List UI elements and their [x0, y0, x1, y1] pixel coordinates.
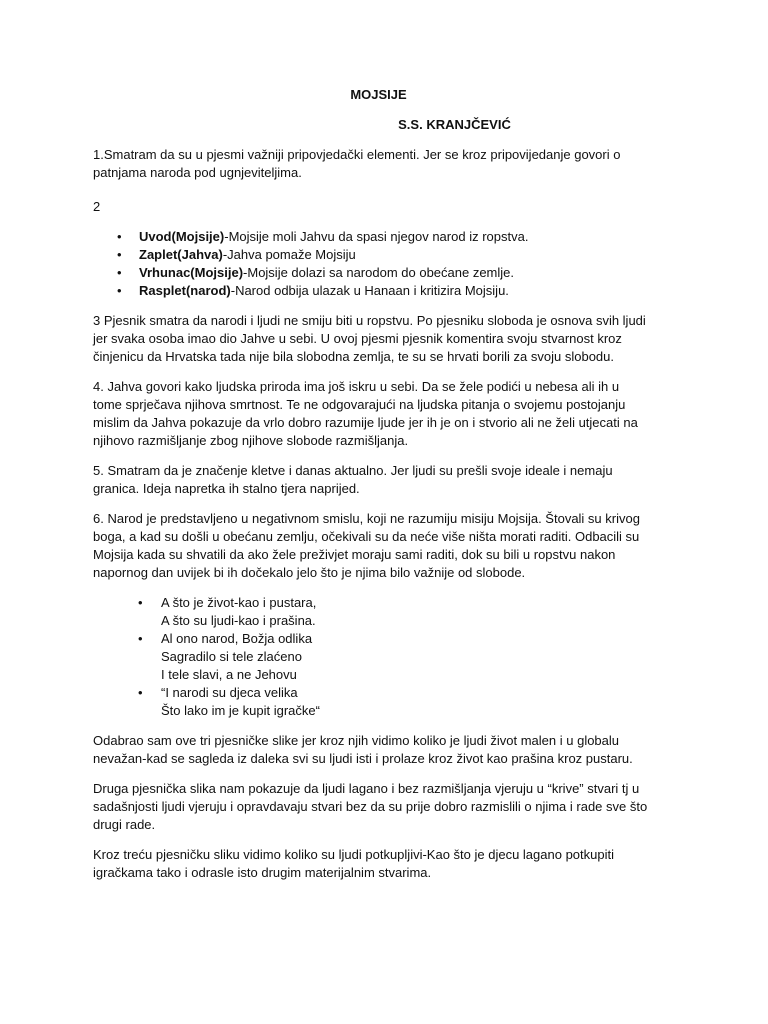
- plot-term: Vrhunac(Mojsije): [139, 265, 244, 280]
- list-item: [93, 228, 650, 246]
- answer-5: 5. Smatram da je značenje kletve i danas aktualno. Jer ljudi su prešli svoje ideale i nemaju granica. Ideja napretka ih stalno tjera naprijed.: [93, 463, 613, 496]
- poem-line: Sagradilo si tele zlaćeno: [161, 649, 302, 664]
- explanation-2: Druga pjesnička slika nam pokazuje da ljudi lagano i bez razmišljanja vjeruju u “krive” stvari tj u sadašnjosti ljudi vjeruju i opravdavaju stvari bez da su prije dobro razmislili o njima i rade sve što drugi rade.: [93, 781, 648, 832]
- list-item: [93, 264, 650, 282]
- poem-quotes-list: [93, 594, 650, 720]
- plot-structure-list: [93, 228, 650, 300]
- poem-line: I tele slavi, a ne Jehovu: [161, 667, 297, 682]
- plot-term: Rasplet(narod): [139, 283, 231, 298]
- plot-term: Zaplet(Jahva): [139, 247, 223, 262]
- answer-1: 1.Smatram da su u pjesmi važniji pripovjedački elementi. Jer se kroz pripovijedanje govori o patnjama naroda pod ugnjeviteljima.: [93, 147, 621, 180]
- poem-line: Što lako im je kupit igračke“: [161, 703, 320, 718]
- explanation-1: Odabrao sam ove tri pjesničke slike jer kroz njih vidimo koliko je ljudi život malen i u globalu nevažan-kad se sagleda iz daleka svi su ljudi isti i prolaze kroz život kao prašina kroz pustaru.: [93, 733, 633, 766]
- poem-line: • A što je život-kao i pustara,: [161, 595, 317, 610]
- poem-line: • Al ono narod, Božja odlika: [161, 631, 313, 646]
- plot-text: -Mojsije dolazi sa narodom do obećane zemlje.: [243, 265, 515, 280]
- answer-2-number: 2: [93, 199, 101, 214]
- explanation-3: Kroz treću pjesničku sliku vidimo koliko su ljudi potkupljivi-Kao što je djecu lagano potkupiti igračkama tako i odrasle isto drugim materijalnim stvarima.: [93, 847, 614, 880]
- poem-quote: [93, 684, 650, 720]
- poem-quote: [93, 594, 650, 630]
- answer-4: 4. Jahva govori kako ljudska priroda ima još iskru u sebi. Da se žele podići u nebesa ali ih u tome sprječava njihova smrtnost. Te ne odgovarajući na ljudska pitanja o svojemu postojanju mislim da Jahva pokazuje da vrlo dobro razumije ljude jer ih je on i stvorio ali ne želi utjecati na njihovo razmišljanje zbog njihove slobode razmišljanja.: [93, 379, 638, 448]
- list-item: [93, 246, 650, 264]
- poem-quote: [93, 630, 650, 684]
- answer-6: 6. Narod je predstavljeno u negativnom smislu, koji ne razumiju misiju Mojsija. Štovali su krivog boga, a kad su došli u obećanu zemlju, očekivali su da neće više ništa morati raditi. Odbacili su Mojsija kada su shvatili da ako žele preživjet moraju sami raditi, dok su bili u ropstvu nakon napornog dan uvijek bi ih dočekalo jelo što je njima bilo važnije od slobode.: [93, 511, 640, 580]
- list-item: [93, 282, 650, 300]
- plot-text: -Mojsije moli Jahvu da spasi njegov narod iz ropstva.: [224, 229, 529, 244]
- plot-text: -Jahva pomaže Mojsiju: [222, 247, 356, 262]
- plot-term: Uvod(Mojsije): [139, 229, 225, 244]
- answer-3: 3 Pjesnik smatra da narodi i ljudi ne smiju biti u ropstvu. Po pjesniku sloboda je osnova svih ljudi jer svaka osoba imao dio Jahve u sebi. U ovoj pjesmi pjesnik komentira svoju stvarnost kroz činjenicu da Hrvatska tada nije bila slobodna zemlja, te su se hrvati borili za svoju slobodu.: [93, 313, 646, 364]
- plot-text: -Narod odbija ulazak u Hanaan i kritizira Mojsiju.: [230, 283, 509, 298]
- author-name: S.S. KRANJČEVIĆ: [398, 117, 511, 132]
- poem-line: • “I narodi su djeca velika: [161, 685, 298, 700]
- poem-line: A što su ljudi-kao i prašina.: [161, 613, 316, 628]
- document-title: MOJSIJE: [350, 87, 407, 102]
